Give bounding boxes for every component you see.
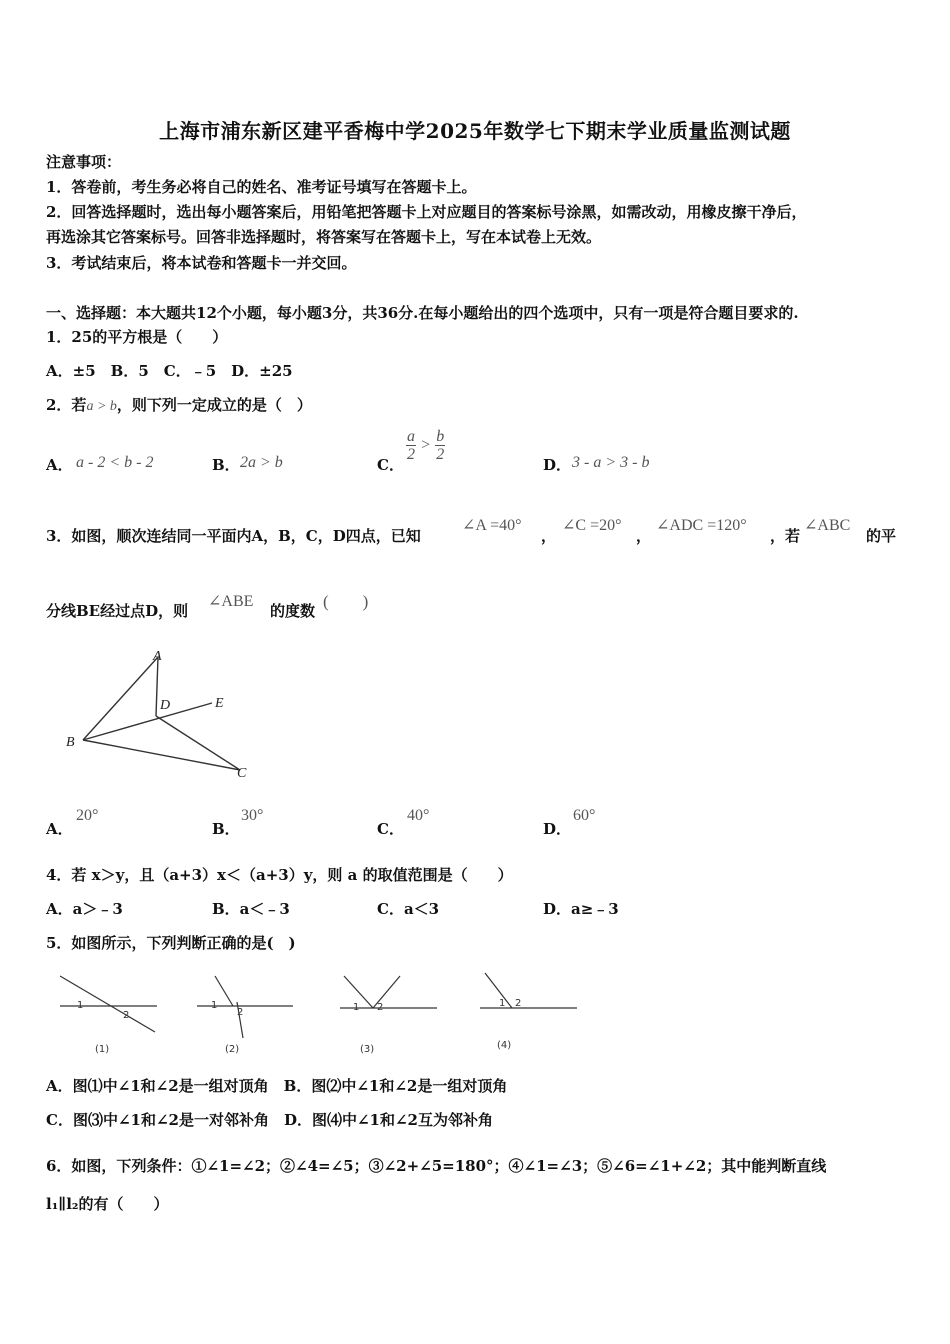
question-2-condition: a > b — [86, 399, 117, 414]
question-5-options-line1: A．图⑴中∠1和∠2是一组对顶角 B．图⑵中∠1和∠2是一组对顶角 — [46, 1077, 508, 1095]
notice-item: 2．回答选择题时，选出每小题答案后，用铅笔把答题卡上对应题目的答案标号涂黑，如需改动，用橡皮擦干净后， — [46, 203, 807, 221]
question-6-stem-line2: l₁∥l₂的有（ ） — [46, 1195, 169, 1213]
svg-text:(4): (4) — [497, 1040, 512, 1051]
svg-text:2: 2 — [515, 998, 522, 1009]
question-3-stem-tail: 的平 — [866, 527, 897, 545]
svg-text:1: 1 — [499, 998, 506, 1009]
figure-5-3 — [340, 976, 437, 1055]
svg-text:2: 2 — [123, 1010, 130, 1021]
question-2-option-a: a - 2 < b - 2 — [76, 454, 154, 471]
question-1-options: A．±5 B．5 C．﹣5 D．±25 — [46, 362, 293, 380]
question-4-option-b: B．a＜﹣3 — [212, 900, 290, 918]
svg-text:(1): (1) — [95, 1044, 110, 1055]
option-label: A． — [46, 820, 73, 838]
question-5-figures — [55, 968, 595, 1063]
question-2-option-d: 3 - a > 3 - b — [572, 454, 650, 471]
question-3-line2-pre: 分线BE经过点D，则 — [46, 602, 189, 620]
option-label: D． — [543, 456, 572, 474]
option-label: B． — [212, 456, 240, 474]
svg-text:1: 1 — [211, 1000, 218, 1011]
question-3-angle-abe: ∠ABE — [208, 593, 254, 610]
svg-text:1: 1 — [77, 1000, 84, 1011]
point-label-a: A — [153, 649, 162, 664]
segment-ad — [156, 657, 158, 716]
question-3-angle-a: ∠A =40° — [462, 517, 522, 534]
figure-5-1 — [60, 976, 157, 1055]
page-title: 上海市浦东新区建平香梅中学2025年数学七下期末学业质量监测试题 — [159, 119, 791, 143]
comma: ， — [636, 527, 652, 545]
question-1-stem: 1．25的平方根是（ ） — [46, 328, 228, 346]
figure-5-2 — [197, 976, 293, 1055]
question-6-stem: 6．如图，下列条件：①∠1=∠2；②∠4=∠5；③∠2+∠5=180°；④∠1=∠3；⑤∠6=∠1+∠2；其中能判断直线 — [46, 1157, 827, 1175]
question-2-stem-post: ，则下列一定成立的是（ ） — [116, 396, 312, 414]
svg-text:2: 2 — [237, 1007, 244, 1018]
notice-item: 1．答卷前，考生务必将自己的姓名、准考证号填写在答题卡上。 — [46, 178, 477, 196]
option-label: C． — [377, 820, 404, 838]
fraction-b-over-2: $\frac{b}{2}$ — [436, 428, 445, 463]
point-label-e: E — [215, 696, 224, 711]
figure-5-4 — [480, 973, 577, 1051]
point-label-b: B — [66, 735, 75, 750]
question-2-stem — [46, 396, 312, 416]
question-4-option-a: A．a＞﹣3 — [46, 900, 123, 918]
question-4-stem: 4．若 x＞y，且（a+3）x＜（a+3）y，则 a 的取值范围是（ ） — [46, 866, 513, 884]
question-3-stem-if: ，若 — [770, 527, 801, 545]
question-2-option-c: $\frac{a}{2}$ > $\frac{b}{2}$ — [407, 428, 445, 463]
svg-text:(2): (2) — [225, 1044, 240, 1055]
question-2-option-b: 2a > b — [240, 454, 283, 471]
question-4-option-c: C．a＜3 — [377, 900, 440, 918]
question-3-angle-adc: ∠ADC =120° — [656, 517, 747, 534]
question-2-stem-pre: 2．若 — [46, 396, 87, 414]
question-3-stem-pre: 3．如图，顺次连结同一平面内A，B，C，D四点，已知 — [46, 527, 421, 545]
option-label: A． — [46, 456, 73, 474]
option-label: C． — [377, 456, 404, 474]
question-5-stem: 5．如图所示，下列判断正确的是( ) — [46, 934, 296, 952]
point-label-d: D — [160, 698, 171, 713]
svg-text:2: 2 — [377, 1002, 384, 1013]
question-3-paren: ( ) — [323, 592, 369, 611]
fraction-a-over-2: $\frac{a}{2}$ — [407, 428, 415, 463]
question-3-option-a: 20° — [76, 807, 99, 824]
question-4-option-d: D．a≥﹣3 — [543, 900, 619, 918]
svg-text:(3): (3) — [360, 1044, 375, 1055]
question-3-angle-abc: ∠ABC — [804, 517, 851, 534]
notice-heading: 注意事项： — [46, 153, 122, 171]
section-heading: 一、选择题：本大题共12个小题，每小题3分，共36分.在每小题给出的四个选项中，只有一项是符合题目要求的. — [46, 304, 799, 322]
ray-be — [83, 703, 212, 740]
segment-ab — [83, 657, 158, 740]
svg-text:1: 1 — [353, 1002, 360, 1013]
comma: ， — [541, 527, 557, 545]
option-label: D． — [543, 820, 572, 838]
question-5-options-line2: C．图⑶中∠1和∠2是一对邻补角 D．图⑷中∠1和∠2互为邻补角 — [46, 1111, 493, 1129]
question-3-option-d: 60° — [573, 807, 596, 824]
question-3-figure — [60, 645, 260, 785]
point-label-c: C — [237, 766, 247, 781]
question-3-angle-c: ∠C =20° — [562, 517, 622, 534]
notice-item: 3．考试结束后，将本试卷和答题卡一并交回。 — [46, 254, 357, 272]
notice-item: 再选涂其它答案标号。回答非选择题时，将答案写在答题卡上，写在本试卷上无效。 — [46, 228, 602, 246]
question-3-option-b: 30° — [241, 807, 264, 824]
question-3-option-c: 40° — [407, 807, 430, 824]
option-label: B． — [212, 820, 240, 838]
question-3-line2-post: 的度数 — [270, 602, 316, 620]
